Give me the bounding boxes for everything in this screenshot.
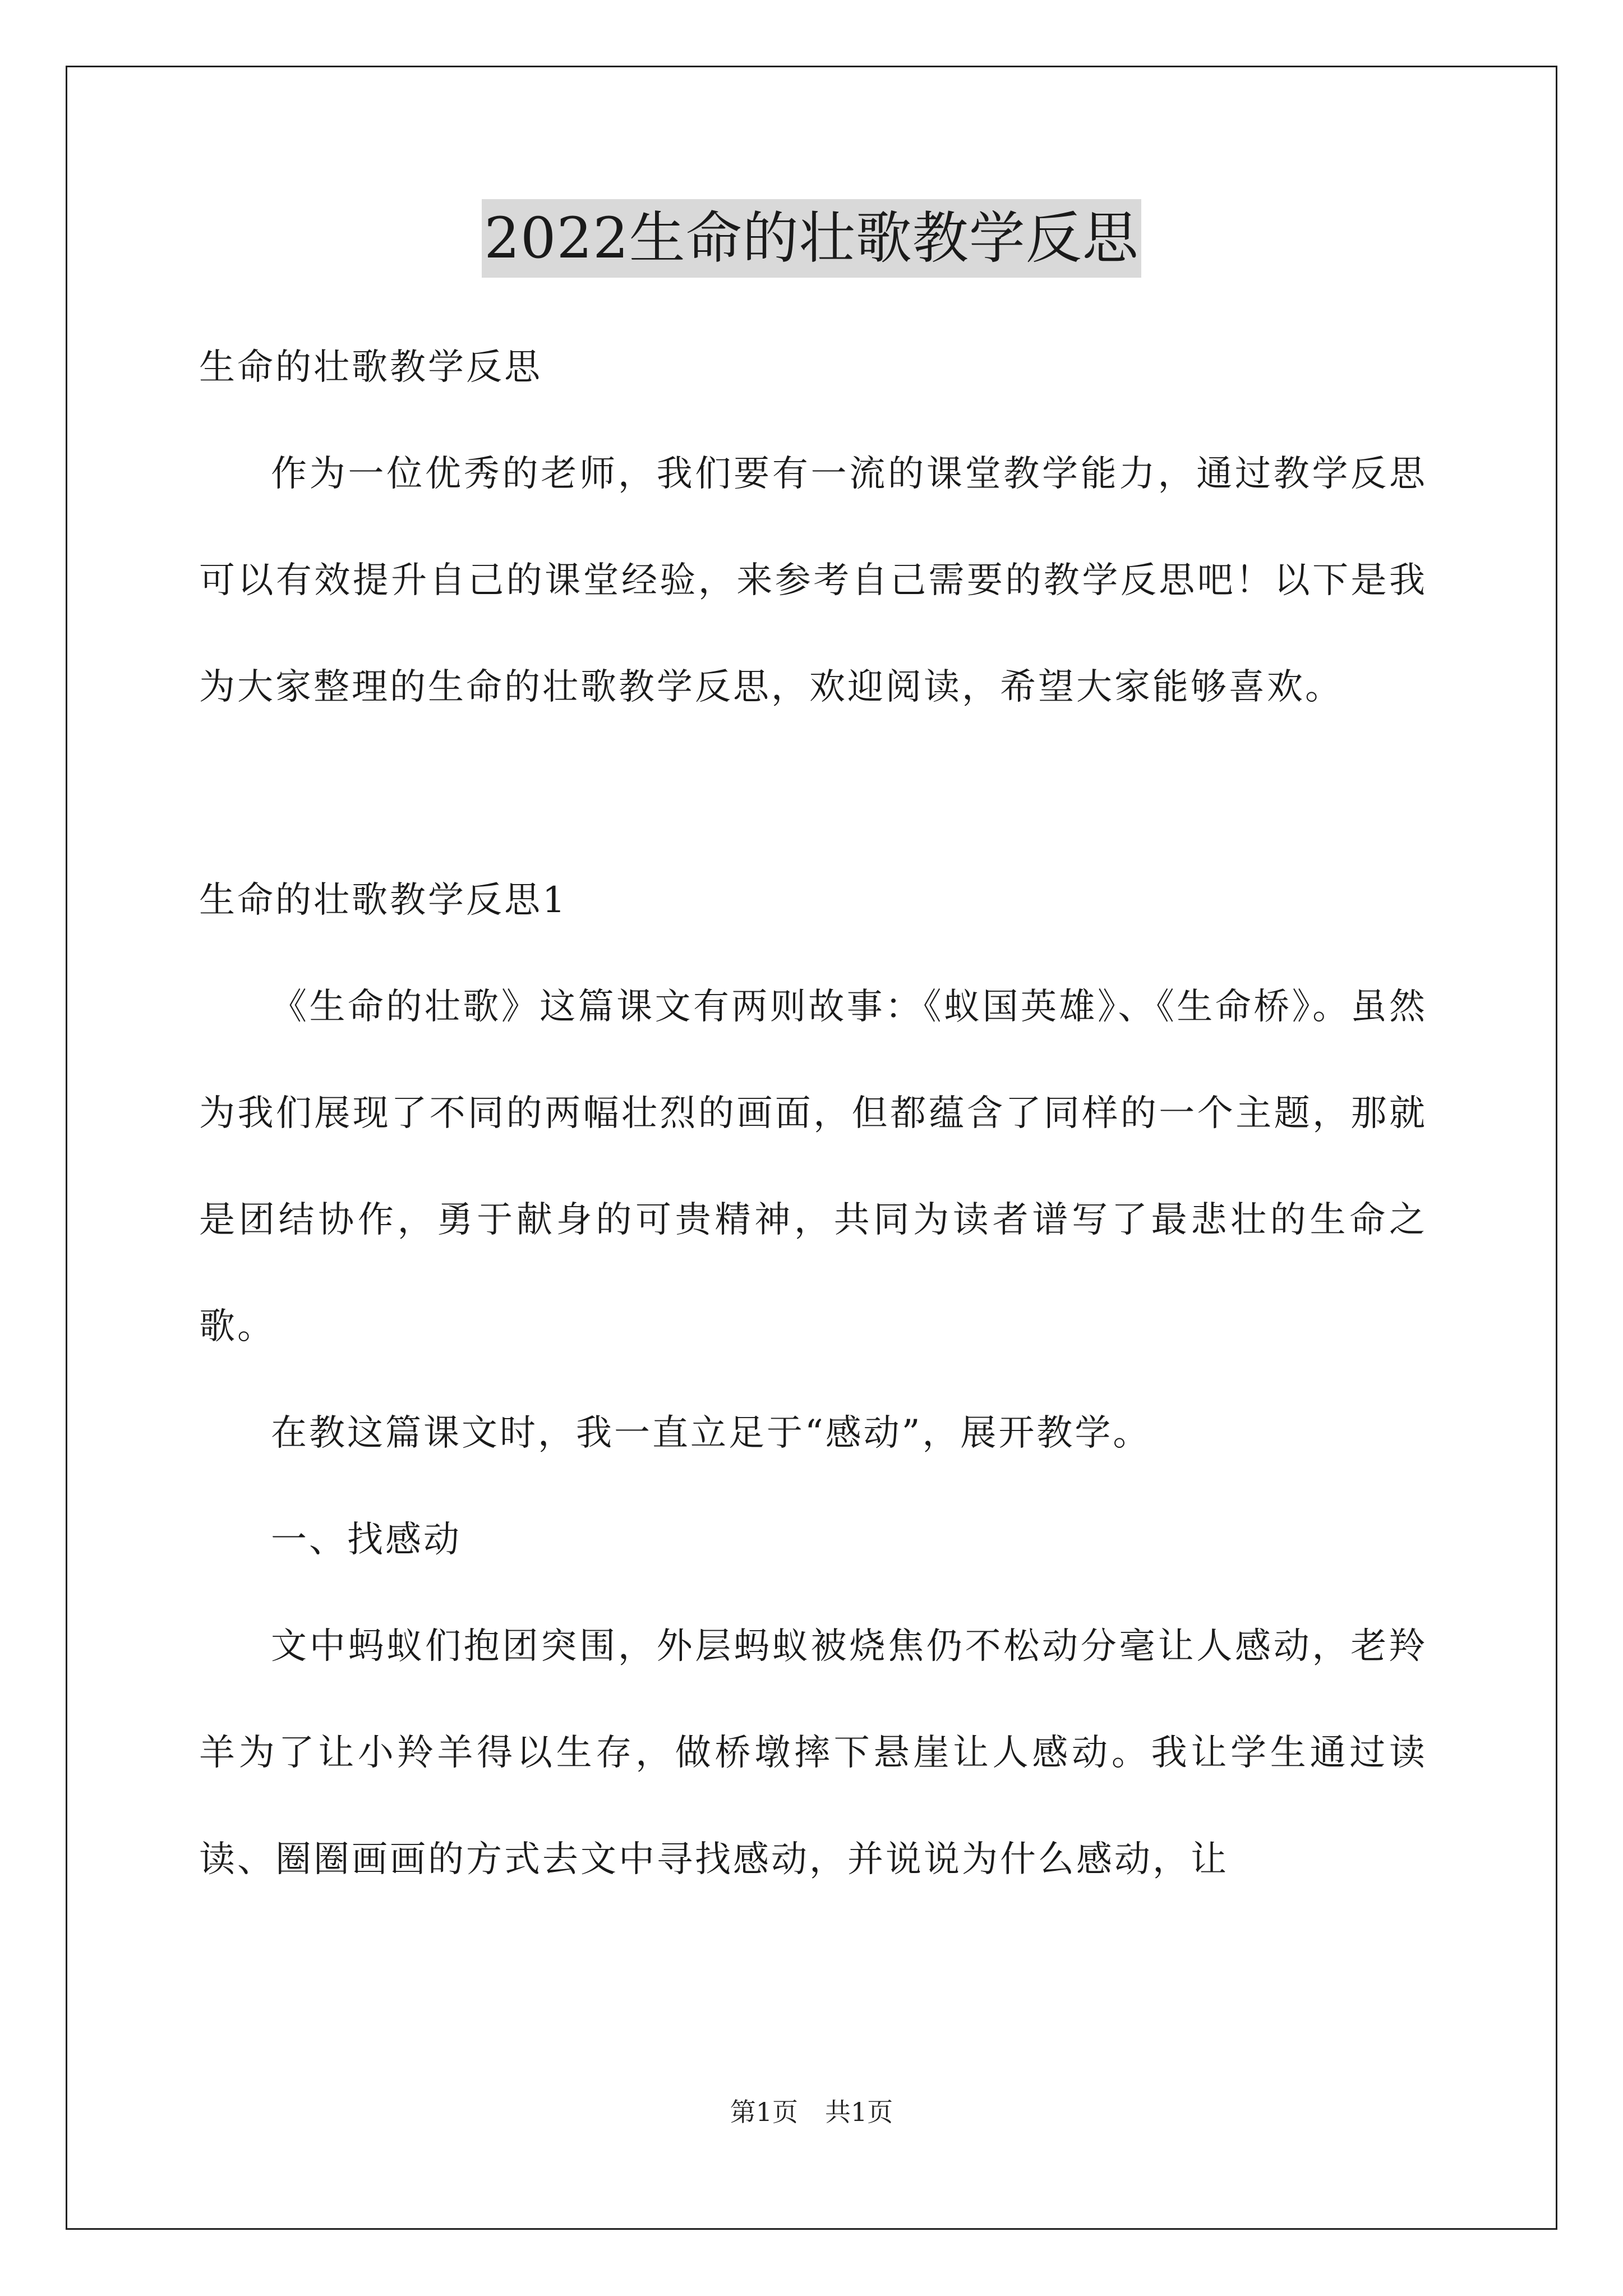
document-title: 2022生命的壮歌教学反思 — [482, 199, 1141, 278]
page-number: 第1页 — [730, 2097, 798, 2127]
section-spacer — [199, 740, 1427, 847]
intro-paragraph: 作为一位优秀的老师，我们要有一流的课堂教学能力，通过教学反思可以有效提升自己的课堂经验，来参考自己需要的教学反思吧！以下是我为大家整理的生命的壮歌教学反思，欢迎阅读，希望大家能够喜欢。 — [199, 453, 1427, 708]
intro-heading: 生命的壮歌教学反思 — [199, 347, 542, 388]
section1-paragraph-1: 《生命的壮歌》这篇课文有两则故事：《蚁国英雄》、《生命桥》。虽然为我们展现了不同的两幅壮烈的画面，但都蕴含了同样的一个主题，那就是团结协作，勇于献身的可贵精神，共同为读者谱写了最悲壮的生命之歌。 — [199, 986, 1427, 1347]
section1-heading: 生命的壮歌教学反思1 — [199, 880, 568, 921]
section1-paragraph-2: 在教这篇课文时，我一直立足于“感动”，展开教学。 — [271, 1412, 1151, 1454]
section1-paragraph-3: 一、找感动 — [271, 1519, 462, 1561]
page-footer — [0, 2095, 1623, 2129]
document-body — [199, 314, 1427, 1913]
section1-paragraph-4: 文中蚂蚁们抱团突围，外层蚂蚁被烧焦仍不松动分毫让人感动，老羚羊为了让小羚羊得以生存，做桥墩摔下悬崖让人感动。我让学生通过读读、圈圈画画的方式去文中寻找感动，并说说为什么感动，让 — [199, 1626, 1427, 1880]
page-total: 共1页 — [825, 2097, 893, 2127]
title-container — [0, 199, 1623, 278]
